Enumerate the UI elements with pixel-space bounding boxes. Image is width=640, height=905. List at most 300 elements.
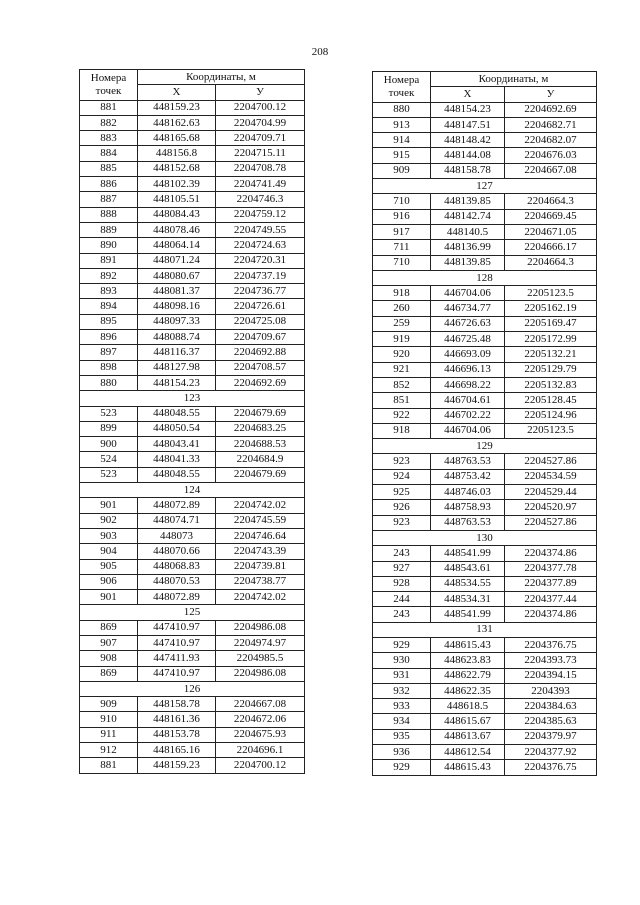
point-number: 901 xyxy=(80,590,138,605)
page-number: 208 xyxy=(311,46,329,58)
coord-x: 448622.79 xyxy=(431,668,505,683)
point-number: 523 xyxy=(80,467,138,482)
point-number: 923 xyxy=(373,454,431,469)
coord-x: 448136.99 xyxy=(431,240,505,255)
coord-x: 448139.85 xyxy=(431,255,505,270)
point-number: 885 xyxy=(80,161,138,176)
coord-x: 448142.74 xyxy=(431,209,505,224)
point-number: 880 xyxy=(373,102,431,117)
header-point-line2: точек xyxy=(95,84,122,97)
coord-x: 448154.23 xyxy=(431,102,505,117)
group-number: 127 xyxy=(373,179,597,194)
table-row xyxy=(373,607,597,622)
coord-x: 448105.51 xyxy=(138,192,216,207)
table-row xyxy=(373,500,597,515)
table-row xyxy=(80,635,305,650)
coord-y: 2204379.97 xyxy=(505,729,597,744)
coord-y: 2204520.97 xyxy=(505,500,597,515)
table-row xyxy=(373,224,597,239)
coord-x: 448071.24 xyxy=(138,253,216,268)
coord-x: 448064.14 xyxy=(138,238,216,253)
table-row xyxy=(373,469,597,484)
point-number: 896 xyxy=(80,330,138,345)
coord-y: 2204742.02 xyxy=(216,498,305,513)
header-point-line2: точек xyxy=(388,86,415,99)
point-number: 887 xyxy=(80,192,138,207)
point-number: 852 xyxy=(373,377,431,392)
coord-y: 2204377.89 xyxy=(505,576,597,591)
point-number: 898 xyxy=(80,360,138,375)
table-row xyxy=(80,406,305,421)
coord-y: 2204720.31 xyxy=(216,253,305,268)
point-number: 927 xyxy=(373,561,431,576)
point-number: 905 xyxy=(80,559,138,574)
table-row xyxy=(80,743,305,758)
point-number: 880 xyxy=(80,375,138,390)
table-row xyxy=(80,421,305,436)
coord-y: 2204393 xyxy=(505,683,597,698)
table-row xyxy=(373,332,597,347)
group-number: 124 xyxy=(80,483,305,498)
point-number: 889 xyxy=(80,222,138,237)
point-number: 710 xyxy=(373,255,431,270)
group-row xyxy=(373,270,597,285)
table-row xyxy=(373,408,597,423)
coord-y: 2204377.78 xyxy=(505,561,597,576)
table-row xyxy=(80,375,305,390)
table-row xyxy=(373,454,597,469)
table-row xyxy=(373,377,597,392)
coord-x: 446704.06 xyxy=(431,286,505,301)
coord-y: 2205129.79 xyxy=(505,362,597,377)
table-row xyxy=(373,148,597,163)
coord-x: 448156.8 xyxy=(138,146,216,161)
coord-y: 2204726.61 xyxy=(216,299,305,314)
coord-y: 2204393.73 xyxy=(505,653,597,668)
table-row xyxy=(373,668,597,683)
coord-x: 448541.99 xyxy=(431,607,505,622)
point-number: 711 xyxy=(373,240,431,255)
coord-x: 447410.97 xyxy=(138,635,216,650)
coord-y: 2204736.77 xyxy=(216,284,305,299)
point-number: 923 xyxy=(373,515,431,530)
table-row xyxy=(373,117,597,132)
table-row xyxy=(80,697,305,712)
point-number: 918 xyxy=(373,286,431,301)
table-row xyxy=(80,131,305,146)
coord-y: 2204664.3 xyxy=(505,255,597,270)
coord-y: 2204692.69 xyxy=(216,375,305,390)
header-point-line1: Номера xyxy=(90,71,127,84)
point-number: 894 xyxy=(80,299,138,314)
coord-y: 2205132.83 xyxy=(505,377,597,392)
table-row xyxy=(373,209,597,224)
point-number: 933 xyxy=(373,699,431,714)
coord-x: 447410.97 xyxy=(138,620,216,635)
table-row xyxy=(80,574,305,589)
coord-x: 448613.67 xyxy=(431,729,505,744)
coord-y: 2204675.93 xyxy=(216,727,305,742)
coord-y: 2204684.9 xyxy=(216,452,305,467)
table-row xyxy=(80,590,305,605)
coord-y: 2204709.71 xyxy=(216,131,305,146)
table-row xyxy=(373,729,597,744)
header-point-line1: Номера xyxy=(383,73,420,86)
coord-x: 448154.23 xyxy=(138,375,216,390)
point-number: 931 xyxy=(373,668,431,683)
point-number: 918 xyxy=(373,423,431,438)
coord-y: 2204985.5 xyxy=(216,651,305,666)
point-number: 902 xyxy=(80,513,138,528)
coord-y: 2204672.06 xyxy=(216,712,305,727)
coord-y: 2204724.63 xyxy=(216,238,305,253)
coord-x: 448088.74 xyxy=(138,330,216,345)
coord-x: 448165.68 xyxy=(138,131,216,146)
coord-x: 448753.42 xyxy=(431,469,505,484)
coord-x: 447410.97 xyxy=(138,666,216,681)
group-row xyxy=(373,439,597,454)
point-number: 906 xyxy=(80,574,138,589)
point-number: 901 xyxy=(80,498,138,513)
coord-x: 448139.85 xyxy=(431,194,505,209)
table-row xyxy=(80,192,305,207)
coord-x: 447411.93 xyxy=(138,651,216,666)
coord-y: 2204671.05 xyxy=(505,224,597,239)
point-number: 928 xyxy=(373,576,431,591)
coord-y: 2204738.77 xyxy=(216,574,305,589)
coord-y: 2204377.92 xyxy=(505,745,597,760)
coord-x: 448080.67 xyxy=(138,268,216,283)
table-row xyxy=(373,485,597,500)
coord-y: 2204376.75 xyxy=(505,760,597,775)
coord-x: 446734.77 xyxy=(431,301,505,316)
coord-y: 2204377.44 xyxy=(505,592,597,607)
coord-y: 2204708.78 xyxy=(216,161,305,176)
group-row xyxy=(373,622,597,637)
coord-y: 2204741.49 xyxy=(216,177,305,192)
point-number: 892 xyxy=(80,268,138,283)
coordinates-table-right xyxy=(372,71,597,776)
coord-y: 2204669.45 xyxy=(505,209,597,224)
point-number: 926 xyxy=(373,500,431,515)
point-number: 900 xyxy=(80,437,138,452)
coord-y: 2204527.86 xyxy=(505,454,597,469)
coord-x: 448050.54 xyxy=(138,421,216,436)
coord-x: 448758.93 xyxy=(431,500,505,515)
table-row xyxy=(80,115,305,130)
coord-y: 2204374.86 xyxy=(505,607,597,622)
coord-y: 2204737.19 xyxy=(216,268,305,283)
point-number: 934 xyxy=(373,714,431,729)
coord-y: 2204725.08 xyxy=(216,314,305,329)
point-number: 882 xyxy=(80,115,138,130)
coord-x: 446698.22 xyxy=(431,377,505,392)
table-row xyxy=(80,207,305,222)
point-number: 886 xyxy=(80,177,138,192)
coord-x: 448612.54 xyxy=(431,745,505,760)
coord-y: 2205123.5 xyxy=(505,423,597,438)
coord-y: 2204529.44 xyxy=(505,485,597,500)
coord-x: 446704.06 xyxy=(431,423,505,438)
coord-x: 448622.35 xyxy=(431,683,505,698)
point-number: 929 xyxy=(373,760,431,775)
header-point-numbers xyxy=(373,72,431,103)
coord-y: 2205162.19 xyxy=(505,301,597,316)
coord-x: 448541.99 xyxy=(431,546,505,561)
coord-x: 446704.61 xyxy=(431,393,505,408)
coord-y: 2204667.08 xyxy=(216,697,305,712)
coord-y: 2204986.08 xyxy=(216,620,305,635)
point-number: 851 xyxy=(373,393,431,408)
table-row xyxy=(373,745,597,760)
point-number: 523 xyxy=(80,406,138,421)
coord-x: 448534.31 xyxy=(431,592,505,607)
coord-x: 448081.37 xyxy=(138,284,216,299)
table-row xyxy=(80,452,305,467)
table-body-right xyxy=(373,102,597,775)
table-row xyxy=(80,528,305,543)
coord-x: 448074.71 xyxy=(138,513,216,528)
table-row xyxy=(80,146,305,161)
coord-y: 2205169.47 xyxy=(505,316,597,331)
header-coordinates: Координаты, м xyxy=(138,70,305,85)
coord-x: 448098.16 xyxy=(138,299,216,314)
coord-x: 448072.89 xyxy=(138,590,216,605)
table-row xyxy=(80,651,305,666)
coord-y: 2205132.21 xyxy=(505,347,597,362)
point-number: 259 xyxy=(373,316,431,331)
coord-y: 2204745.59 xyxy=(216,513,305,528)
header-point-numbers xyxy=(80,70,138,101)
point-number: 884 xyxy=(80,146,138,161)
coord-x: 448615.43 xyxy=(431,637,505,652)
point-number: 924 xyxy=(373,469,431,484)
point-number: 930 xyxy=(373,653,431,668)
coord-y: 2204974.97 xyxy=(216,635,305,650)
point-number: 913 xyxy=(373,117,431,132)
table-row xyxy=(373,194,597,209)
point-number: 932 xyxy=(373,683,431,698)
point-number: 524 xyxy=(80,452,138,467)
table-row xyxy=(373,561,597,576)
table-row xyxy=(80,467,305,482)
point-number: 903 xyxy=(80,528,138,543)
coord-y: 2204664.3 xyxy=(505,194,597,209)
table-row xyxy=(373,683,597,698)
coord-y: 2204700.12 xyxy=(216,100,305,115)
coord-x: 448127.98 xyxy=(138,360,216,375)
point-number: 883 xyxy=(80,131,138,146)
coord-y: 2204742.02 xyxy=(216,590,305,605)
table-row xyxy=(80,161,305,176)
coord-y: 2204708.57 xyxy=(216,360,305,375)
coord-y: 2204376.75 xyxy=(505,637,597,652)
coord-y: 2204688.53 xyxy=(216,437,305,452)
table-body-left xyxy=(80,100,305,773)
group-row xyxy=(80,391,305,406)
coord-y: 2204692.69 xyxy=(505,102,597,117)
coord-x: 448153.78 xyxy=(138,727,216,742)
table-row xyxy=(373,576,597,591)
coord-y: 2204746.3 xyxy=(216,192,305,207)
coord-y: 2205123.5 xyxy=(505,286,597,301)
table-row xyxy=(373,255,597,270)
table-row xyxy=(80,238,305,253)
coord-y: 2204374.86 xyxy=(505,546,597,561)
table-row xyxy=(373,163,597,178)
coord-x: 448159.23 xyxy=(138,758,216,773)
point-number: 891 xyxy=(80,253,138,268)
coord-x: 448102.39 xyxy=(138,177,216,192)
point-number: 935 xyxy=(373,729,431,744)
coord-x: 448070.66 xyxy=(138,544,216,559)
coord-x: 448073 xyxy=(138,528,216,543)
coord-x: 446696.13 xyxy=(431,362,505,377)
coord-y: 2204743.39 xyxy=(216,544,305,559)
table-row xyxy=(80,222,305,237)
coord-x: 446702.22 xyxy=(431,408,505,423)
table-row xyxy=(80,268,305,283)
coord-y: 2204384.63 xyxy=(505,699,597,714)
table-row xyxy=(80,544,305,559)
table-row xyxy=(80,437,305,452)
point-number: 899 xyxy=(80,421,138,436)
table-row xyxy=(373,133,597,148)
coord-y: 2204986.08 xyxy=(216,666,305,681)
point-number: 915 xyxy=(373,148,431,163)
table-row xyxy=(373,714,597,729)
group-number: 125 xyxy=(80,605,305,620)
coord-x: 448165.16 xyxy=(138,743,216,758)
coord-x: 448147.51 xyxy=(431,117,505,132)
table-row xyxy=(80,345,305,360)
header-coordinates: Координаты, м xyxy=(431,72,597,87)
coord-y: 2205172.99 xyxy=(505,332,597,347)
coord-y: 2204746.64 xyxy=(216,528,305,543)
table-row xyxy=(80,330,305,345)
table-row xyxy=(373,637,597,652)
coord-y: 2204700.12 xyxy=(216,758,305,773)
table-row xyxy=(80,666,305,681)
coord-x: 448158.78 xyxy=(138,697,216,712)
point-number: 908 xyxy=(80,651,138,666)
coord-x: 448068.83 xyxy=(138,559,216,574)
coord-x: 448072.89 xyxy=(138,498,216,513)
point-number: 919 xyxy=(373,332,431,347)
table-row xyxy=(373,393,597,408)
point-number: 907 xyxy=(80,635,138,650)
group-row xyxy=(373,179,597,194)
table-row xyxy=(80,727,305,742)
coord-x: 448048.55 xyxy=(138,467,216,482)
coord-x: 448140.5 xyxy=(431,224,505,239)
coord-x: 446693.09 xyxy=(431,347,505,362)
table-row xyxy=(373,515,597,530)
table-row xyxy=(80,299,305,314)
group-row xyxy=(373,530,597,545)
coord-x: 448543.61 xyxy=(431,561,505,576)
point-number: 890 xyxy=(80,238,138,253)
coord-y: 2204715.11 xyxy=(216,146,305,161)
coord-x: 448618.5 xyxy=(431,699,505,714)
coord-x: 448162.63 xyxy=(138,115,216,130)
coord-x: 448152.68 xyxy=(138,161,216,176)
table-row xyxy=(80,620,305,635)
coord-x: 448159.23 xyxy=(138,100,216,115)
table-row xyxy=(373,653,597,668)
coordinates-table-left xyxy=(79,69,305,774)
header-y: У xyxy=(216,85,305,100)
coord-x: 448097.33 xyxy=(138,314,216,329)
table-row xyxy=(80,253,305,268)
coord-x: 448763.53 xyxy=(431,515,505,530)
group-row xyxy=(80,483,305,498)
point-number: 260 xyxy=(373,301,431,316)
point-number: 909 xyxy=(373,163,431,178)
coord-y: 2204704.99 xyxy=(216,115,305,130)
coord-y: 2205128.45 xyxy=(505,393,597,408)
coord-x: 448084.43 xyxy=(138,207,216,222)
coord-y: 2204676.03 xyxy=(505,148,597,163)
table-row xyxy=(373,760,597,775)
coord-x: 448043.41 xyxy=(138,437,216,452)
coord-x: 448534.55 xyxy=(431,576,505,591)
point-number: 904 xyxy=(80,544,138,559)
point-number: 888 xyxy=(80,207,138,222)
coord-y: 2204759.12 xyxy=(216,207,305,222)
point-number: 936 xyxy=(373,745,431,760)
coord-y: 2204682.07 xyxy=(505,133,597,148)
coord-y: 2204385.63 xyxy=(505,714,597,729)
group-number: 128 xyxy=(373,270,597,285)
table-row xyxy=(373,362,597,377)
coord-y: 2204709.67 xyxy=(216,330,305,345)
table-row xyxy=(80,100,305,115)
point-number: 881 xyxy=(80,758,138,773)
group-row xyxy=(80,605,305,620)
coord-y: 2204666.17 xyxy=(505,240,597,255)
point-number: 912 xyxy=(80,743,138,758)
table-row xyxy=(373,592,597,607)
coord-y: 2204682.71 xyxy=(505,117,597,132)
point-number: 243 xyxy=(373,546,431,561)
table-row xyxy=(373,423,597,438)
table-row xyxy=(80,360,305,375)
coord-x: 448116.37 xyxy=(138,345,216,360)
header-x: X xyxy=(431,87,505,102)
group-number: 129 xyxy=(373,439,597,454)
point-number: 897 xyxy=(80,345,138,360)
coord-y: 2204739.81 xyxy=(216,559,305,574)
coord-x: 446726.63 xyxy=(431,316,505,331)
table-row xyxy=(80,559,305,574)
point-number: 244 xyxy=(373,592,431,607)
point-number: 911 xyxy=(80,727,138,742)
coord-y: 2204394.15 xyxy=(505,668,597,683)
table-row xyxy=(373,546,597,561)
table-row xyxy=(373,301,597,316)
table-row xyxy=(80,758,305,773)
group-number: 130 xyxy=(373,530,597,545)
table-row xyxy=(80,284,305,299)
point-number: 921 xyxy=(373,362,431,377)
coord-y: 2204696.1 xyxy=(216,743,305,758)
point-number: 916 xyxy=(373,209,431,224)
table-row xyxy=(80,712,305,727)
point-number: 893 xyxy=(80,284,138,299)
point-number: 869 xyxy=(80,666,138,681)
point-number: 925 xyxy=(373,485,431,500)
